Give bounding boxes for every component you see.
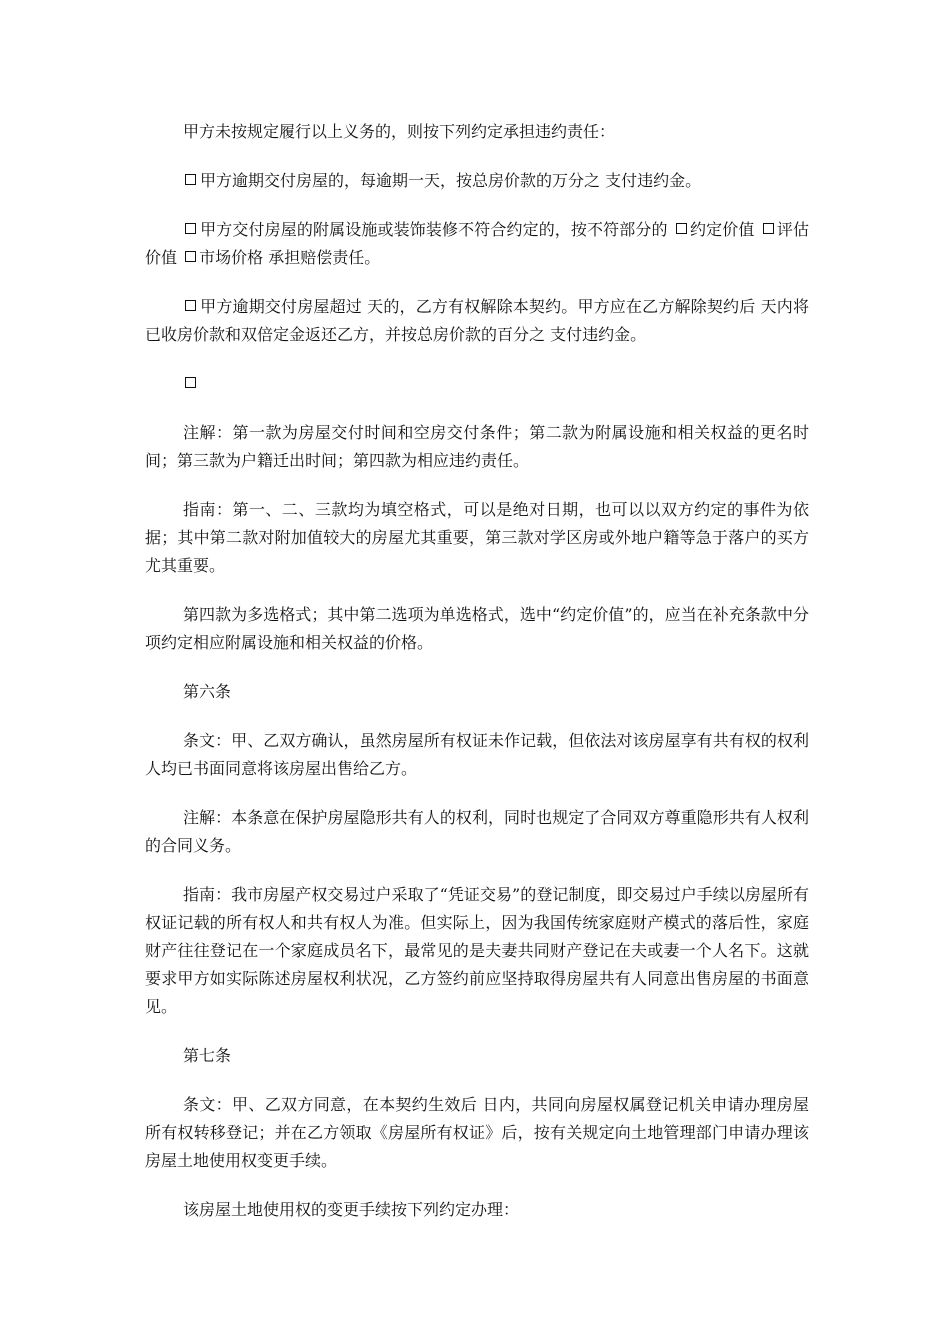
paragraph: [145, 118, 809, 146]
paragraph-text: 条文：甲、乙双方确认，虽然房屋所有权证未作记载，但依法对该房屋享有共有权的权利人均已书面同意将该房屋出售给乙方。: [145, 731, 809, 778]
option-paragraph: [145, 370, 809, 398]
paragraph-text: 条文：甲、乙双方同意，在本契约生效后 日内，共同向房屋权属登记机关申请办理房屋所有权转移登记；并在乙方领取《房屋所有权证》后，按有关规定向土地管理部门申请办理该房屋土地使用权变更手续。: [145, 1095, 809, 1170]
checkbox-icon[interactable]: [185, 223, 196, 234]
checkbox-icon[interactable]: [763, 223, 774, 234]
paragraph-text: 第四款为多选格式；其中第二选项为单选格式，选中“约定价值”的，应当在补充条款中分项约定相应附属设施和相关权益的价格。: [145, 605, 809, 652]
heading-text: 第七条: [183, 1046, 232, 1065]
paragraph-text: 甲方逾期交付房屋超过 天的，乙方有权解除本契约。甲方应在乙方解除契约后 天内将已收房价款和双倍定金返还乙方，并按总房价款的百分之 支付违约金。: [145, 297, 809, 344]
paragraph-text: 该房屋土地使用权的变更手续按下列约定办理：: [183, 1200, 520, 1219]
checkbox-icon[interactable]: [185, 251, 196, 262]
option-paragraph: [145, 216, 809, 272]
checkbox-icon[interactable]: [185, 300, 196, 311]
paragraph-text: 甲方交付房屋的附属设施或装饰装修不符合约定的，按不符部分的: [200, 220, 668, 239]
paragraph: [145, 419, 809, 475]
section-heading: [145, 678, 809, 706]
paragraph: [145, 727, 809, 783]
paragraph: [145, 1091, 809, 1175]
paragraph: [145, 1196, 809, 1224]
document-body: [145, 118, 809, 1245]
paragraph-text: 注解：第一款为房屋交付时间和空房交付条件；第二款为附属设施和相关权益的更名时间；第三款为户籍迁出时间；第四款为相应违约责任。: [145, 423, 809, 470]
paragraph-text: 指南：我市房屋产权交易过户采取了“凭证交易”的登记制度，即交易过户手续以房屋所有权证记载的所有权人和共有权人为准。但实际上，因为我国传统家庭财产模式的落后性，家庭财产往往登记在一个家庭成员名下，最常见的是夫妻共同财产登记在夫或妻一个人名下。这就要求甲方如实际陈述房屋权利状况，乙方签约前应坚持取得房屋共有人同意出售房屋的书面意见。: [145, 885, 809, 1016]
option-paragraph: [145, 293, 809, 349]
checkbox-icon[interactable]: [185, 174, 196, 185]
option-label: 市场价格: [199, 248, 264, 267]
heading-text: 第六条: [183, 682, 232, 701]
paragraph: [145, 804, 809, 860]
paragraph: [145, 496, 809, 580]
paragraph-text: 甲方逾期交付房屋的，每逾期一天，按总房价款的万分之 支付违约金。: [200, 171, 702, 190]
checkbox-icon[interactable]: [676, 223, 687, 234]
option-label: 评估价值: [145, 220, 809, 267]
paragraph: [145, 601, 809, 657]
option-paragraph: [145, 167, 809, 195]
paragraph-text: 注解：本条意在保护房屋隐形共有人的权利，同时也规定了合同双方尊重隐形共有人权利的合同义务。: [145, 808, 809, 855]
paragraph-text: 承担赔偿责任。: [268, 248, 381, 267]
paragraph: [145, 881, 809, 1021]
paragraph-text: 甲方未按规定履行以上义务的，则按下列约定承担违约责任：: [183, 122, 616, 141]
checkbox-icon[interactable]: [185, 377, 196, 388]
section-heading: [145, 1042, 809, 1070]
option-label: 约定价值: [689, 220, 755, 239]
paragraph-text: 指南：第一、二、三款均为填空格式，可以是绝对日期，也可以以双方约定的事件为依据；其中第二款对附加值较大的房屋尤其重要，第三款对学区房或外地户籍等急于落户的买方尤其重要。: [145, 500, 809, 575]
